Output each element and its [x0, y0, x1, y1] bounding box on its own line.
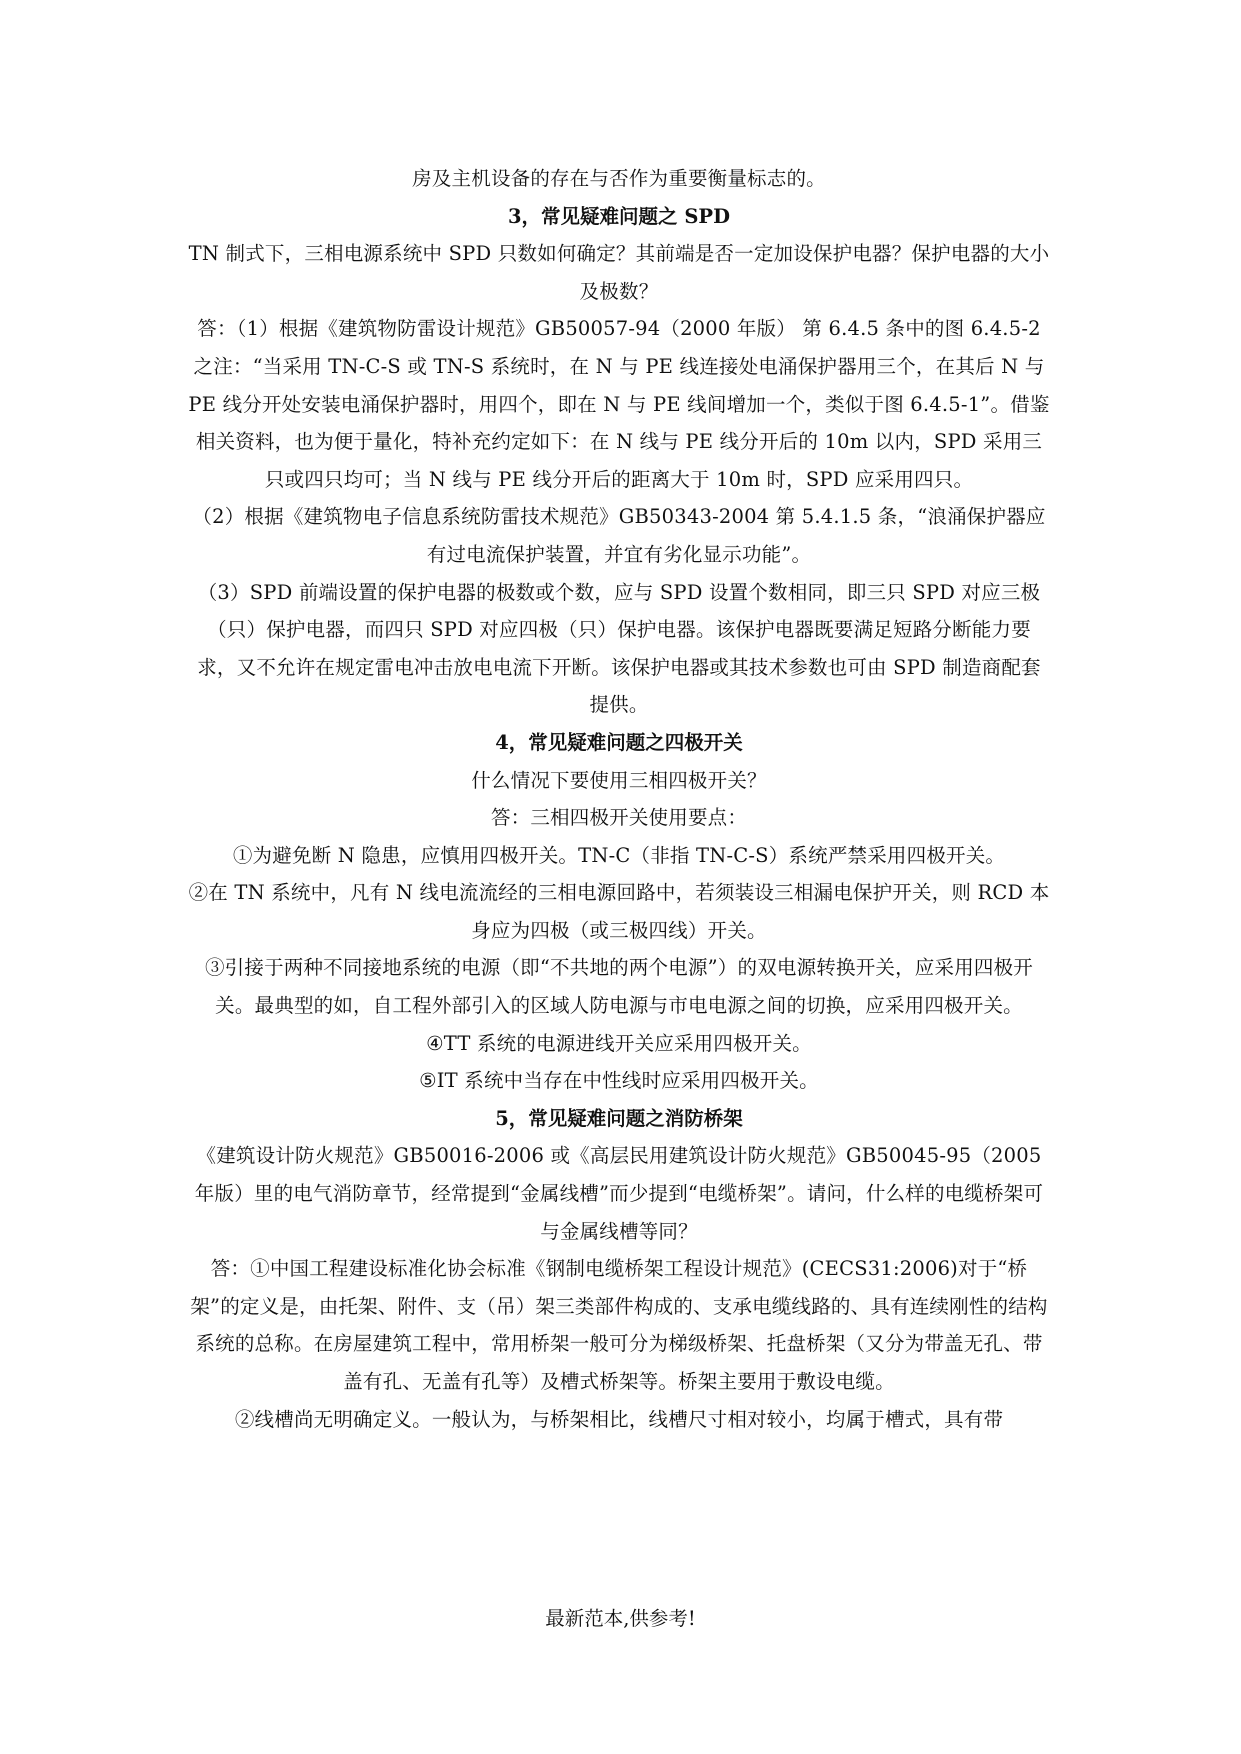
section-heading-5: 5，常见疑难问题之消防桥架	[495, 1106, 743, 1130]
answer-3-part-2: （2）根据《建筑物电子信息系统防雷技术规范》GB50343-2004 第 5.4.1.5 条，“浪涌保护器应有过电流保护装置，并宜有劣化显示功能”。	[192, 505, 1046, 566]
document-body	[188, 160, 1050, 1438]
answer-4-item-1: ①为避免断 N 隐患，应慎用四极开关。TN-C（非指 TN-C-S）系统严禁采用四极开关。	[232, 843, 1006, 867]
answer-4-item-5: ⑤IT 系统中当存在中性线时应采用四极开关。	[419, 1069, 819, 1093]
answer-4-item-3: ③引接于两种不同接地系统的电源（即“不共地的两个电源”）的双电源转换开关，应采用四极开关。最典型的如，自工程外部引入的区域人防电源与市电电源之间的切换，应采用四极开关。	[204, 956, 1034, 1018]
page-footer: 最新范本,供参考!	[545, 1607, 696, 1630]
answer-3-part-3: （3）SPD 前端设置的保护电器的极数或个数，应与 SPD 设置个数相同，即三只 SPD 对应三极（只）保护电器，而四只 SPD 对应四极（只）保护电器。该保护电器既要满足短路分断能力要求，又不允许在规定雷电冲击放电电流下开断。该保护电器或其技术参数也可由 SPD 制造商配套提供。	[197, 580, 1041, 717]
section-heading-4: 4，常见疑难问题之四极开关	[495, 730, 743, 754]
answer-5-part-2: ②线槽尚无明确定义。一般认为，与桥架相比，线槽尺寸相对较小，均属于槽式，具有带	[234, 1407, 1004, 1431]
answer-4-item-2: ②在 TN 系统中，凡有 N 线电流流经的三相电源回路中，若须装设三相漏电保护开关，则 RCD 本身应为四极（或三极四线）开关。	[188, 881, 1050, 942]
answer-3-part-1: 答：（1）根据《建筑物防雷设计规范》GB50057-94（2000 年版） 第 6.4.5 条中的图 6.4.5-2 之注：“当采用 TN-C-S 或 TN-S 系统时，在 N 与 PE 线连接处电涌保护器用三个，在其后 N 与 PE 线分开处安装电涌保护器时，用四个，即在 N 与 PE 线间增加一个，类似于图 6.4.5-1”。借鉴相关资料，也为便于量化，特补充约定如下：在 N 线与 PE 线分开后的 10m 以内，SPD 采用三只或四只均可；当 N 线与 PE 线分开后的距离大于 10m 时，SPD 应采用四只。	[188, 317, 1050, 491]
question-3: TN 制式下，三相电源系统中 SPD 只数如何确定？其前端是否一定加设保护电器？保护电器的大小及极数？	[188, 242, 1050, 303]
answer-4-item-4: ④TT 系统的电源进线开关应采用四极开关。	[426, 1031, 812, 1055]
section-heading-3: 3，常见疑难问题之 SPD	[507, 204, 730, 228]
question-4: 什么情况下要使用三相四极开关？	[471, 768, 767, 792]
answer-5-part-1: 答：①中国工程建设标准化协会标准《钢制电缆桥架工程设计规范》(CECS31:2006)对于“桥架”的定义是，由托架、附件、支（吊）架三类部件构成的、支承电缆线路的、具有连续刚性的结构系统的总称。在房屋建筑工程中，常用桥架一般可分为梯级桥架、托盘桥架（又分为带盖无孔、带盖有孔、无盖有孔等）及槽式桥架等。桥架主要用于敷设电缆。	[190, 1257, 1048, 1393]
question-5: 《建筑设计防火规范》GB50016-2006 或《高层民用建筑设计防火规范》GB50045-95（2005 年版）里的电气消防章节，经常提到“金属线槽”而少提到“电缆桥架”。请问，什么样的电缆桥架可与金属线槽等同？	[194, 1144, 1044, 1243]
answer-4-intro: 答：三相四极开关使用要点：	[490, 806, 748, 830]
paragraph-continued: 房及主机设备的存在与否作为重要衡量标志的。	[412, 167, 826, 190]
